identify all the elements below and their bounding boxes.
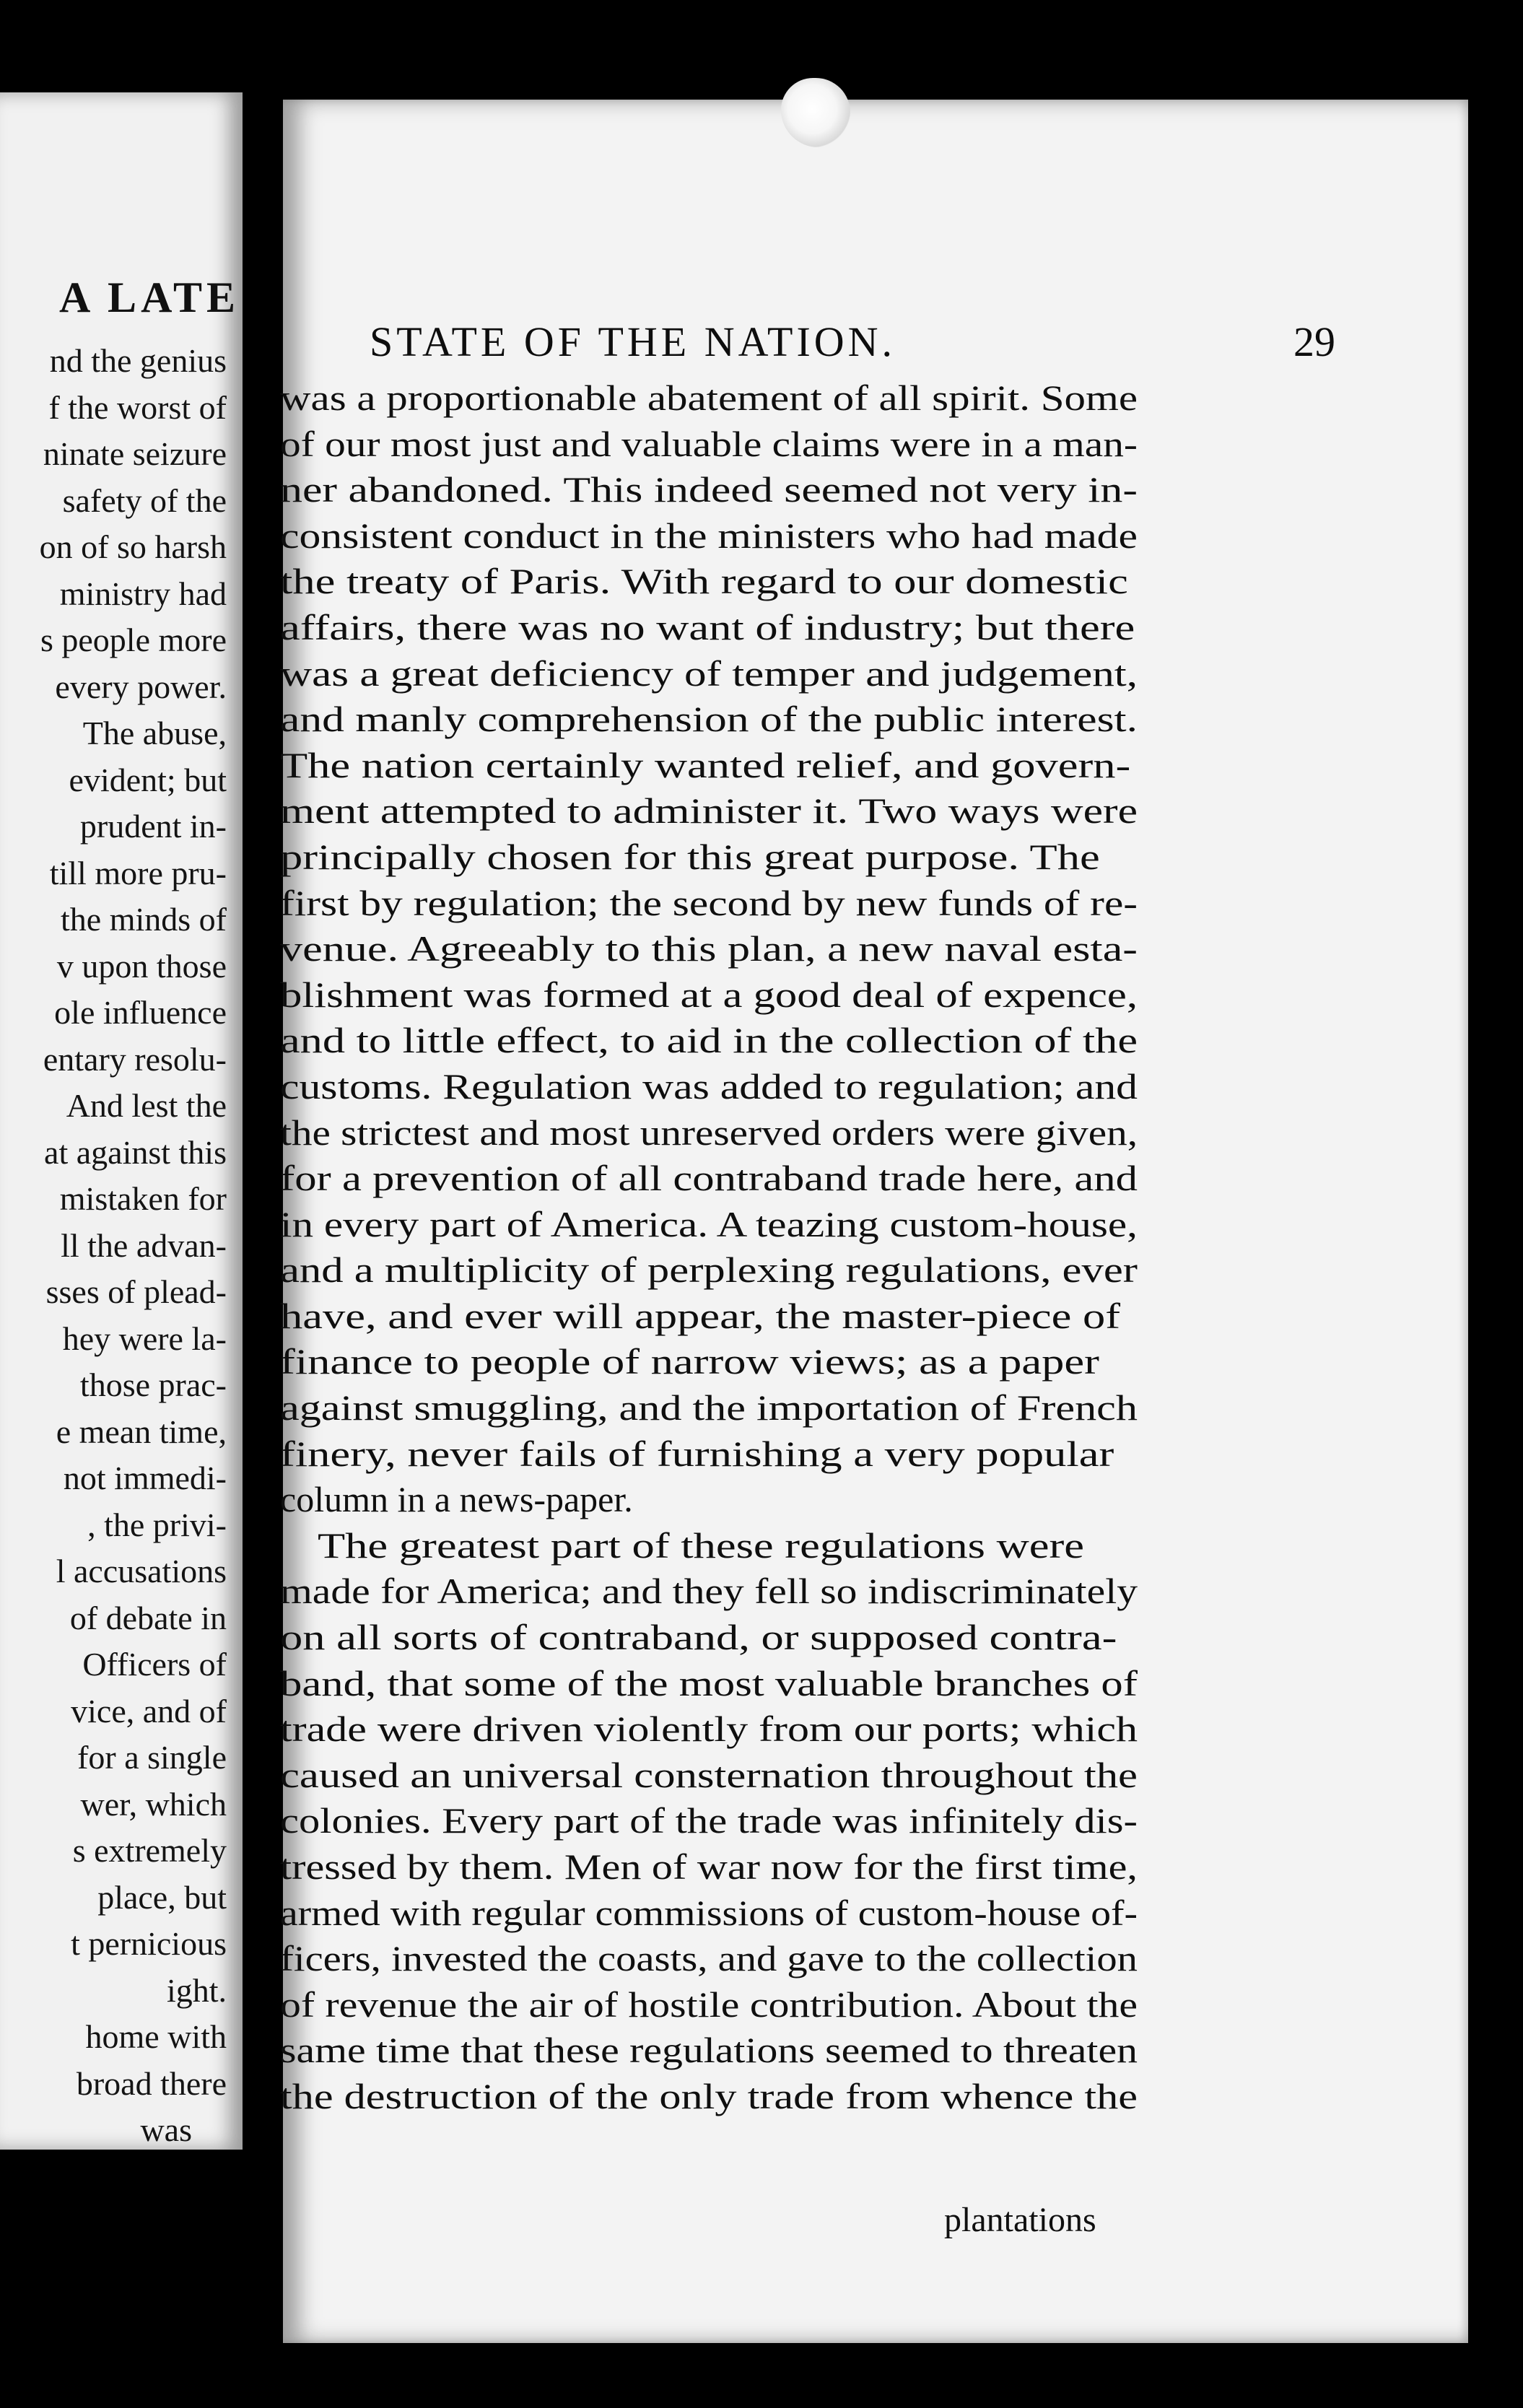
left-text-line: s people more [40,621,227,658]
text-line-content: same time that these regulations seemed to threaten [280,2030,1138,2071]
left-text-line: l accusations [56,1553,227,1589]
text-line-content: ment attempted to administer it. Two ways were [280,790,1138,832]
left-text-line: of debate in [69,1599,227,1636]
left-text-line: for a single [77,1739,227,1776]
text-line [280,785,1146,832]
text-line [280,1107,1146,1153]
left-text-line: those prac- [79,1366,227,1403]
text-line-content: of our most just and valuable claims were in a man- [280,423,1138,464]
text-line [280,1291,1146,1337]
text-line [280,694,1146,740]
text-line-content: colonies. Every part of the trade was infinitely dis- [280,1800,1138,1841]
text-line-content: The nation certainly wanted relief, and govern- [280,744,1131,785]
text-line [280,419,1146,465]
text-line-content: have, and ever will appear, the master-piece of [280,1295,1121,1336]
left-text-line: broad there [76,2064,227,2102]
text-line [280,1658,1146,1704]
text-line-content: affairs, there was no want of industry; but there [280,606,1135,647]
left-text-line: Officers of [82,1646,227,1683]
text-line-content: and a multiplicity of perplexing regulations, ever [280,1249,1138,1291]
text-line [280,1841,1146,1888]
left-text-line: not immedi- [63,1460,227,1496]
text-line [280,2025,1146,2071]
text-line-content: band, that some of the most valuable branches of [280,1662,1138,1704]
text-line-content: for a prevention of all contraband trade here, and [280,1158,1138,1199]
left-text-line: And lest the [66,1087,227,1124]
left-text-line: t pernicious [71,1925,227,1962]
text-line [280,1199,1146,1245]
text-line-content: the treaty of Paris. With regard to our domestic [280,561,1128,602]
left-text-line: the minds of [61,901,227,938]
text-line [280,1979,1146,2025]
text-line [280,1474,1146,1520]
text-line-content: venue. Agreeably to this plan, a new naval esta- [280,928,1138,969]
text-line-content: ner abandoned. This indeed seemed not very in- [280,469,1138,510]
text-line-content: and to little effect, to aid in the collection of the [280,1020,1138,1061]
text-line-content: finance to people of narrow views; as a paper [280,1341,1099,1382]
text-line-content: trade were driven violently from our ports; which [280,1709,1138,1750]
right-page [280,100,1468,2343]
left-text-line: mistaken for [59,1180,227,1217]
catchword: plantations [944,2201,1096,2239]
text-line [280,648,1146,694]
left-text-line: vice, and of [71,1692,227,1729]
text-line [280,1153,1146,1199]
left-text-line: prudent in- [79,808,227,845]
left-text-line: sses of plead- [45,1273,227,1310]
left-text-line: at against this [44,1133,227,1171]
text-line [280,1704,1146,1750]
text-line-content: of revenue the air of hostile contribution. About the [280,1984,1138,2025]
text-line [280,1795,1146,1841]
running-title: STATE OF THE NATION. [370,318,896,365]
text-line [280,1566,1146,1612]
text-line [280,740,1146,786]
text-line-content: tressed by them. Men of war now for the first time, [280,1846,1138,1887]
text-line-content: made for America; and they fell so indiscriminately [280,1571,1138,1612]
text-line [280,878,1146,924]
left-text-line: nd the genius [49,342,227,379]
text-line-content: was a proportionable abatement of all spirit. Some [280,378,1138,418]
text-line [280,1015,1146,1061]
left-text-line: f the worst of [48,388,227,426]
text-line [280,1244,1146,1291]
left-text-line: v upon those [56,947,227,985]
text-line-content: customs. Regulation was added to regulation; and [280,1065,1138,1107]
left-page-text [0,338,227,2150]
body-text [280,372,1146,2117]
text-line-content: armed with regular commissions of custom-house of- [280,1892,1138,1933]
library-stamp [781,78,850,147]
text-line [280,372,1146,419]
text-line-content: consistent conduct in the ministers who had made [280,515,1138,556]
left-text-line: s extremely [72,1832,227,1869]
text-line [280,1382,1146,1428]
text-line-content: ficers, invested the coasts, and gave to the collection [280,1938,1138,1979]
left-text-line: hey were la- [62,1319,227,1357]
left-text-line: entary resolu- [43,1040,227,1078]
left-text-line: wer, which [80,1785,227,1823]
text-line-content: principally chosen for this great purpose. The [280,836,1100,877]
left-catchword: was [140,2111,192,2148]
text-line-content: the destruction of the only trade from whence the [280,2075,1138,2116]
text-line-content: against smuggling, and the importation of French [280,1387,1138,1428]
left-text-line: evident; but [69,761,227,798]
text-line-content: finery, never fails of furnishing a very popular [280,1433,1114,1474]
text-line [280,602,1146,648]
text-line [280,1336,1146,1382]
text-line [280,2071,1146,2117]
text-line-content: blishment was formed at a good deal of expence, [280,974,1138,1015]
left-text-line: The abuse, [82,715,227,751]
text-line [280,1061,1146,1107]
left-text-line: ight. [166,1971,227,2009]
text-line-content: in every part of America. A teazing custom-house, [280,1203,1138,1244]
left-page-fragment [0,92,243,2150]
text-line [280,1933,1146,1979]
text-line-content: on all sorts of contraband, or supposed contra- [280,1617,1117,1658]
text-line [280,464,1146,510]
left-text-line: on of so harsh [39,528,227,565]
left-text-line: every power. [55,668,227,705]
left-text-line: ll the advan- [61,1226,227,1264]
left-text-line: ministry had [59,575,227,612]
text-line-content: caused an universal consternation throughout the [280,1754,1138,1795]
text-line [280,832,1146,878]
text-line [280,1428,1146,1475]
text-line-content: the strictest and most unreserved orders were given, [280,1112,1138,1153]
text-line [280,1888,1146,1934]
text-line [280,923,1146,969]
text-line [280,510,1146,557]
text-line-content: The greatest part of these regulations were [318,1524,1085,1566]
left-text-line: place, but [97,1878,227,1916]
text-line-content: first by regulation; the second by new funds of re- [280,882,1138,923]
text-line [280,1520,1146,1566]
text-line [280,556,1146,602]
left-text-line: safety of the [62,481,227,519]
left-text-line: ole influence [54,994,227,1031]
text-line-content: column in a news-paper. [280,1479,633,1520]
left-text-line: e mean time, [56,1413,227,1450]
book-spine [243,0,286,2408]
text-line [280,1612,1146,1658]
text-line [280,969,1146,1016]
left-text-line: ninate seizure [43,435,227,472]
text-line-content: and manly comprehension of the public interest. [280,699,1138,740]
left-text-line: , the privi- [87,1506,227,1543]
page-number: 29 [1293,318,1335,365]
left-text-line: till more pru- [49,854,227,891]
left-text-line: home with [85,2018,227,2055]
text-line-content: was a great deficiency of temper and judgement, [280,653,1138,694]
running-head [370,318,1335,375]
left-page-heading: A LATE [59,274,240,321]
text-line [280,1750,1146,1796]
